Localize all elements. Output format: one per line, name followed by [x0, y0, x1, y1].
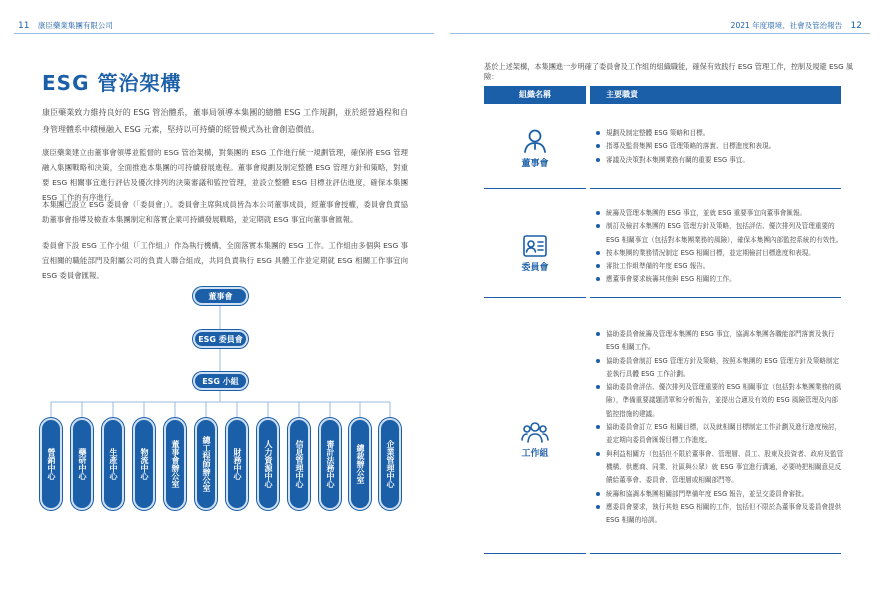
table-header-duty: 主要職責 [590, 86, 841, 104]
header-right [731, 20, 862, 31]
role-working-group [484, 420, 586, 459]
role-committee [484, 234, 586, 273]
intro-paragraph: 康臣藥業致力維持良好的 ESG 管治體系，董事局領導本集團的總體 ESG 工作規劃，並於經營過程和自身管理體系中積極融入 ESG 元素，堅持以可持續的經營模式為社會創造價值。 [42, 108, 408, 134]
row-divider [590, 297, 841, 298]
list-item: 協助委員會制訂 ESG 管理方針及策略，按照本集團的 ESG 管理方針及策略制定並執行具體 ESG 工作計劃。 [596, 355, 844, 382]
list-item: 應董事會要求統籌其他與 ESG 相關的工作。 [596, 273, 844, 286]
list-item: 審批工作組準備的年度 ESG 報告。 [596, 260, 844, 273]
list-item: 統籌及管理本集團的 ESG 事宜，並就 ESG 重要事宜向董事會匯報。 [596, 207, 844, 220]
row-divider [590, 188, 841, 189]
row-divider [590, 553, 841, 554]
org-dept-it: 信息管理中心 [288, 418, 310, 510]
org-dept-logistics: 物流中心 [133, 418, 155, 510]
row-divider [484, 188, 586, 189]
paragraph-working-group: 委員會下設 ESG 工作小組（「工作組」）作為執行機構，全面落實本集團的 ESG 工作。工作組由多個與 ESG 事宜相關的職能部門及附屬公司的負責人聯合組成，共同負責執行 ESG 具體工作並定期就 ESG 相關工作事宜向 ESG 委員會匯報。 [42, 241, 408, 280]
org-dept-hr: 人力資源中心 [257, 418, 279, 510]
list-item: 制訂及檢討本集團的 ESG 管理方針及策略，包括評估、優次排列及管理重要的 ESG 相關事宜（包括對本集團業務的風險），確保本集團內部監控系統的有效性。 [596, 220, 844, 247]
list-item: 統籌和協調本集團相關部門準備年度 ESG 報告，並呈交委員會審批。 [596, 488, 844, 501]
org-dept-marketing: 營銷中心 [40, 418, 62, 510]
list-item: 協助委員會訂立 ESG 相關目標，以及就相關目標制定工作計劃及進行進度檢討，並定期向委員會匯報目標工作進度。 [596, 421, 844, 448]
row-divider [484, 297, 586, 298]
org-node-board: 董事會 [193, 287, 248, 305]
report-title: 2021 年度環境、社會及管治報告 [730, 21, 843, 30]
duty-list-committee [596, 207, 844, 287]
list-item: 規劃及制定整體 ESG 策略和目標。 [596, 127, 844, 140]
row-divider [484, 553, 586, 554]
header-divider-left [14, 33, 434, 34]
list-item: 審議及決策對本集團業務有關的重要 ESG 事宜。 [596, 154, 844, 167]
org-dept-audit-legal: 審計法務中心 [319, 418, 341, 510]
role-name-board: 董事會 [521, 159, 549, 169]
list-item: 應委員會要求，執行其他 ESG 相關的工作，包括但不限於為董事會及委員會提供 ESG 相關的培訓。 [596, 501, 844, 528]
role-board [484, 128, 586, 169]
table-intro: 基於上述架構，本集團進一步明確了委員會及工作組的組織職能，確保有效践行 ESG 管理工作，控制及規避 ESG 風險： [484, 62, 854, 81]
org-dept-chief-engineer-office: 總工程師辦公室 [195, 418, 217, 510]
id-card-icon [522, 234, 548, 258]
paragraph-board: 康臣藥業建立由董事會領導並監督的 ESG 管治架構，對集團的 ESG 工作進行統一規劃管理，確保將 ESG 管理融入集團戰略和決策，全面推進本集團的可持續發展進程。董事會規劃及制定整體 ESG 管理方針和策略，對重要 ESG 相關事宜進行評估及優次排列的決策審議和監控管理，並設立整體 ESG 目標並評估進度，確保本集團 ESG 工作的有序進行。 [42, 148, 408, 202]
duty-list-working-group [596, 328, 844, 527]
list-item: 協助委員會評估、優次排列及管理重要的 ESG 相關事宜（包括對本集團業務的風險），準備重要議題清單和分析報告，並提出合適及有效的 ESG 風險管理及內部監控措施的建議。 [596, 381, 844, 421]
header-left [18, 20, 113, 31]
paragraph-committee: 本集團已設立 ESG 委員會（「委員會」）。委員會主席與成員皆為本公司董事成員，經董事會授權，委員會負責協助董事會指導及檢查本集團制定和落實企業可持續發展戰略，並定期就 ESG 事宜向董事會匯報。 [42, 200, 408, 224]
role-name-committee: 委員會 [521, 263, 549, 273]
org-dept-rnd: 藥研中心 [71, 418, 93, 510]
table-header-name: 組織名稱 [484, 86, 586, 104]
duty-list-board [596, 127, 844, 167]
left-page-number: 11 [18, 21, 30, 31]
list-item: 協助委員會統籌及管理本集團的 ESG 事宜，協調本集團各職能部門落實及執行 ESG 相關工作。 [596, 328, 844, 355]
group-icon [521, 420, 549, 444]
org-dept-president-office: 總裁辦公室 [349, 418, 371, 510]
list-item: 按本集團的業務情況制定 ESG 相關目標，並定期檢討目標進度和表現。 [596, 247, 844, 260]
right-page-number: 12 [850, 21, 862, 31]
org-dept-board-office: 董事會辦公室 [164, 418, 186, 510]
role-name-working-group: 工作組 [521, 449, 549, 459]
company-name: 康臣藥業集團有限公司 [37, 21, 113, 30]
page-title: ESG 管治架構 [42, 71, 182, 95]
org-node-esg-committee: ESG 委員會 [193, 330, 248, 348]
org-dept-production: 生產中心 [102, 418, 124, 510]
page-header [0, 0, 884, 38]
org-dept-finance: 財務中心 [226, 418, 248, 510]
header-divider-right [450, 33, 870, 34]
list-item: 與利益相關方（包括但不限於董事會、管理層、員工、股東及投資者、政府及監管機構、供應商、同業、社區與公眾）就 ESG 事宜進行溝通，必要時把相關意見反饋給董事會、委員會、管理層或相關部門等。 [596, 448, 844, 488]
org-dept-enterprise-mgmt: 企業管理中心 [379, 418, 401, 510]
person-icon [523, 128, 547, 154]
list-item: 指導及監督集團 ESG 管理策略的落實、目標進度和表現。 [596, 140, 844, 153]
org-node-esg-group: ESG 小組 [193, 372, 248, 390]
